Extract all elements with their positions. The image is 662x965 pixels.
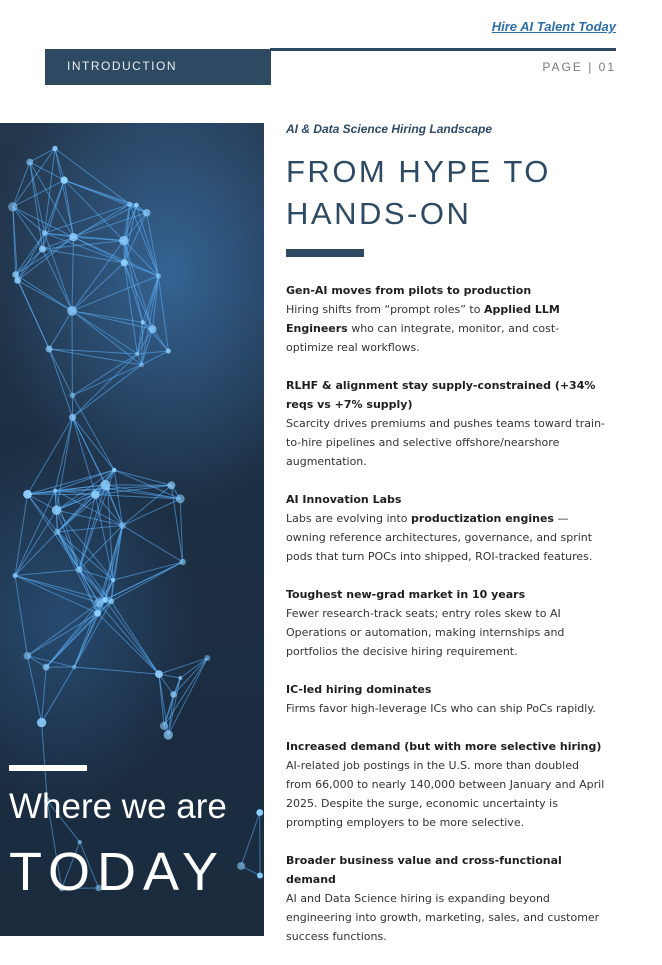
network-link [57,532,111,601]
network-node [76,566,83,573]
section-label: INTRODUCTION [67,59,177,73]
title-accent-bar [286,249,364,257]
network-link [13,162,30,207]
network-node [12,271,19,278]
network-link [124,241,153,330]
network-link [111,562,182,601]
network-node [164,730,173,739]
list-item [286,490,606,566]
network-link [74,667,159,674]
network-node [69,414,76,421]
network-link [55,148,64,180]
network-node [54,529,60,535]
network-link [30,148,55,162]
network-node [257,873,263,879]
network-node [61,177,68,184]
network-node [72,665,76,669]
network-link [164,658,207,726]
header-rule [270,48,616,51]
network-node [23,652,31,660]
network-node [204,655,210,661]
network-node [156,273,161,278]
network-node [52,146,57,151]
network-node [43,664,50,671]
network-node [170,691,176,697]
network-link [72,237,73,311]
network-node [26,159,33,166]
item-body: AI and Data Science hiring is expanding beyond engineering into growth, marketing, sales, and customer success functions. [286,889,606,946]
network-node [179,559,185,565]
network-node [134,203,139,208]
network-link [57,470,114,532]
network-link [124,263,152,329]
hire-ai-talent-link[interactable]: Hire AI Talent Today [492,19,616,34]
network-link [49,349,73,417]
network-link [73,354,138,417]
network-node [111,578,115,582]
item-body: Hiring shifts from “prompt roles” to Applied LLM Engineers who can integrate, monitor, and cost-optimize real workflows. [286,300,606,357]
network-node [237,862,245,870]
network-link [122,499,180,526]
hero-subtitle: Where we are [9,787,227,827]
network-link [27,656,41,723]
item-heading: AI Innovation Labs [286,490,606,509]
network-node [135,352,139,356]
network-node [14,277,21,284]
network-node [46,345,53,352]
network-link [57,510,80,570]
item-heading: Increased demand (but with more selective hiring) [286,737,606,756]
main-content [286,122,606,965]
network-node [69,233,77,241]
network-link [49,311,72,349]
page-number: PAGE | 01 [542,60,616,74]
network-node [52,505,61,514]
network-link [73,417,106,485]
network-link [122,526,182,562]
item-body: Firms favor high-leverage ICs who can ship PoCs rapidly. [286,699,606,718]
network-node [23,490,32,499]
network-node [42,230,48,236]
network-node [12,573,17,578]
network-link [72,311,137,354]
list-item [286,585,606,661]
network-link [49,349,72,395]
network-link [42,667,47,722]
list-item [286,851,606,946]
network-link [55,148,73,237]
item-heading: Gen-AI moves from pilots to production [286,281,606,300]
item-heading: Broader business value and cross-functional demand [286,851,606,889]
network-node [39,246,46,253]
network-link [111,526,122,602]
eyebrow: AI & Data Science Hiring Landscape [286,122,606,136]
network-node [112,468,116,472]
network-link [57,532,97,613]
network-link [15,570,79,576]
network-link [15,510,57,575]
network-node [167,481,175,489]
network-link [42,667,75,723]
network-link [99,603,159,674]
item-body: Fewer research-track seats; entry roles skew to AI Operations or automation, making internships and portfolios the decisive hiring requirement. [286,604,606,661]
network-link [18,237,74,280]
network-link [72,263,124,311]
network-node [141,320,145,324]
network-link [15,532,57,576]
network-link [45,233,72,311]
item-heading: IC-led hiring dominates [286,680,606,699]
page-title: FROM HYPE TO HANDS-ON [286,151,586,235]
network-node [143,209,151,217]
network-link [105,600,159,674]
network-link [164,695,173,726]
item-body: Labs are evolving into productization engines — owning reference architectures, governance, and sprint pods that turn POCs into shipped, ROI-tracked features. [286,509,606,566]
network-node [166,348,171,353]
network-link [180,658,207,678]
network-link [72,354,137,396]
network-link [64,180,124,240]
network-node [108,598,114,604]
item-heading: Toughest new-grad market in 10 years [286,585,606,604]
item-body: AI-related job postings in the U.S. more than doubled from 66,000 to nearly 140,000 between January and April 2025. Despite the surge, economic uncertainty is prompting employers to be more selective. [286,756,606,832]
list-item [286,376,606,471]
network-node [178,676,182,680]
network-node [69,392,75,398]
network-link [73,417,115,470]
network-node [102,597,108,603]
network-link [18,280,72,310]
item-body: Scarcity drives premiums and pushes teams toward train-to-hire pipelines and selective offshore/nearshore augmentation. [286,414,606,471]
network-link [15,576,27,656]
network-node [119,522,126,529]
item-heading: RLHF & alignment stay supply-constrained (+34% reqs vs +7% supply) [286,376,606,414]
findings-list [286,281,606,946]
network-node [100,480,110,490]
network-node [67,306,77,316]
network-node [8,202,17,211]
network-node [53,489,57,493]
network-link [55,148,130,204]
network-link [64,180,146,213]
network-link [241,813,260,866]
hero-headline: TODAY [9,841,225,903]
network-node [127,202,132,207]
network-link [16,249,43,274]
network-link [73,213,146,237]
network-node [256,809,263,816]
network-node [91,490,100,499]
network-node [119,236,128,245]
network-link [16,233,45,274]
hero-accent-bar [9,765,87,771]
list-item [286,680,606,718]
network-link [28,470,115,494]
network-node [94,610,101,617]
network-node [176,494,185,503]
network-node [149,325,157,333]
network-node [121,259,128,266]
network-link [55,417,73,490]
list-item [286,737,606,832]
network-link [111,601,159,674]
section-tab [45,49,271,85]
network-node [94,598,103,607]
network-link [98,613,159,674]
network-link [18,233,45,280]
hero-image [0,123,264,936]
network-node [139,362,144,367]
network-link [113,562,183,580]
network-link [57,532,105,600]
network-node [155,670,163,678]
network-node [37,718,46,727]
network-node [160,722,168,730]
list-item [286,281,606,357]
